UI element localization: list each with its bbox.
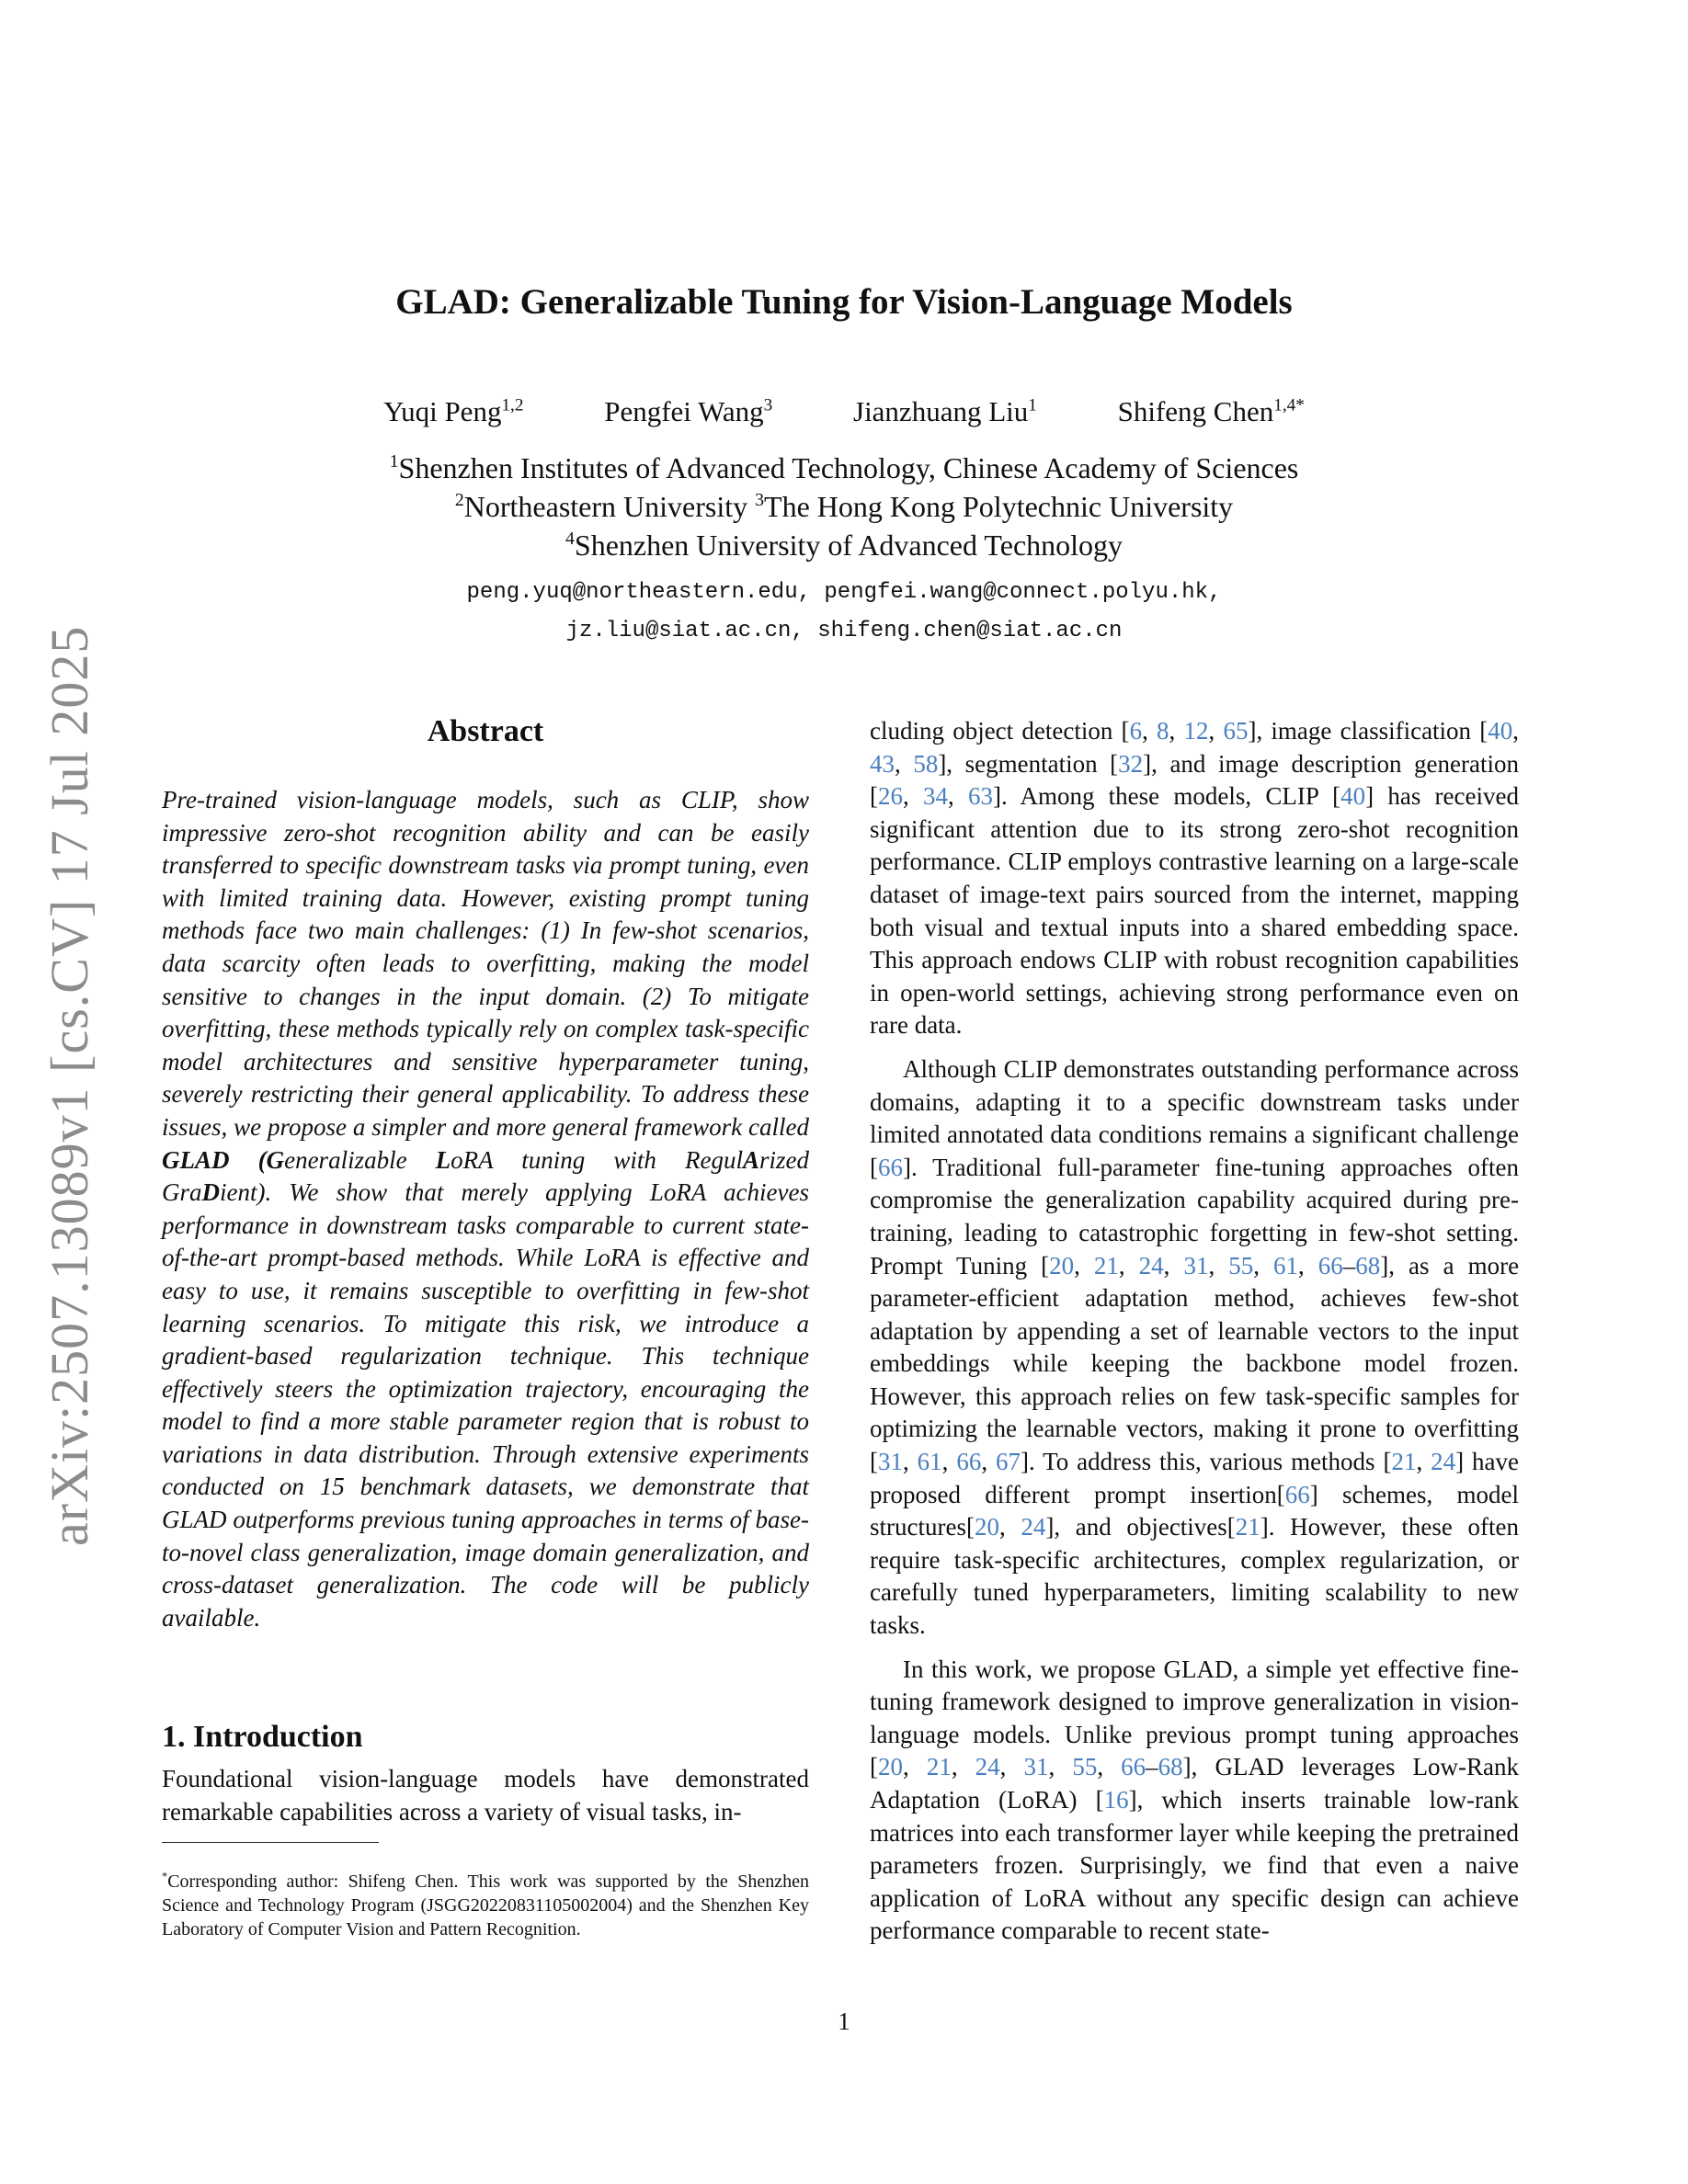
body-paragraph [870, 715, 1519, 1042]
citation-link[interactable]: 61 [917, 1448, 942, 1476]
body-text: ], segmentation [ [938, 749, 1119, 778]
author-name: Yuqi Peng [383, 395, 502, 427]
body-text: , [1512, 717, 1520, 745]
body-text: ], image classification [ [1248, 717, 1488, 745]
abstract-emph: GLAD (G [162, 1145, 285, 1174]
body-text: ]. To address this, various methods [ [1020, 1448, 1392, 1476]
citation-link[interactable]: 63 [967, 782, 993, 811]
body-paragraph [870, 1053, 1519, 1643]
author [853, 393, 1037, 430]
body-text: , [1416, 1448, 1431, 1476]
affiliation: The Hong Kong Polytechnic University [764, 490, 1234, 523]
citation-link[interactable]: 32 [1118, 749, 1144, 778]
body-text: , [903, 1753, 927, 1781]
intro-paragraph: Foundational vision-language models have demonstrated remarkable capabilities across a variety of visual tasks, in- [162, 1765, 809, 1826]
body-text: ], GLAD leverages Low-Rank Adaptation (LoRA) [ [870, 1753, 1520, 1814]
body-text: ], as a more parameter-efficient adaptation method, achieves few-shot adaptation by appending a set of learnable vectors to the input embeddings while keeping the backbone model frozen. However, this approach relies on few task-specific samples for optimizing the learnable vectors, making it prone to overfitting [ [870, 1251, 1520, 1476]
abstract-emph: A [742, 1145, 759, 1174]
body-text: , [1097, 1753, 1122, 1781]
body-text: – [1146, 1753, 1158, 1781]
citation-link[interactable]: 65 [1223, 717, 1249, 745]
body-text: , [1253, 1251, 1274, 1280]
citation-link[interactable]: 31 [1023, 1753, 1049, 1781]
abstract-text: oRA tuning with Regul [451, 1145, 743, 1174]
author-name: Pengfei Wang [604, 395, 764, 427]
citation-link[interactable]: 6 [1129, 717, 1143, 745]
affiliation: Shenzhen Institutes of Advanced Technology, Chinese Academy of Sciences [398, 451, 1299, 484]
body-text: , [903, 782, 923, 811]
body-text: Although CLIP demonstrates outstanding performance across domains, adapting it to a specific downstream tasks under limited annotated data conditions remains a significant challenge [ [870, 1054, 1519, 1181]
affiliation: Northeastern University [463, 490, 756, 523]
citation-link[interactable]: 21 [1235, 1513, 1260, 1541]
affil-mark: 2 [454, 490, 464, 511]
affiliation-line [0, 526, 1688, 564]
citation-link[interactable]: 67 [995, 1448, 1021, 1476]
author-affil-mark: 1,2 [501, 395, 524, 415]
citation-link[interactable]: 24 [975, 1753, 1000, 1781]
abstract-heading: Abstract [427, 714, 544, 748]
body-text: , [947, 782, 968, 811]
body-text: , [1048, 1753, 1073, 1781]
email-line: jz.liu@siat.ac.cn, shifeng.chen@siat.ac.cn [565, 619, 1123, 643]
author [383, 393, 523, 430]
body-text: ], which inserts trainable low-rank matrices into each transformer layer while keeping the pretrained parameters frozen. Surprisingly, we find that even a naive application of LoRA without any specific design can achieve performance comparable to recent state- [870, 1786, 1519, 1945]
citation-link[interactable]: 24 [1138, 1251, 1164, 1280]
citation-link[interactable]: 20 [974, 1513, 999, 1541]
body-text: , [1118, 1251, 1139, 1280]
citation-link[interactable]: 55 [1072, 1753, 1098, 1781]
abstract-body [162, 784, 809, 1634]
body-text: , [903, 1448, 918, 1476]
body-text: , [895, 749, 914, 778]
body-text: , [1169, 717, 1184, 745]
section-heading-introduction: 1. Introduction [162, 1720, 363, 1754]
body-text: , [998, 1513, 1021, 1541]
citation-link[interactable]: 66 [1284, 1480, 1310, 1508]
affiliations [0, 449, 1688, 564]
body-text: , [1163, 1251, 1184, 1280]
author-affil-mark: 1,4* [1273, 395, 1305, 415]
citation-link[interactable]: 8 [1157, 717, 1169, 745]
citation-link[interactable]: 24 [1021, 1513, 1046, 1541]
citation-link[interactable]: 66 [1121, 1753, 1146, 1781]
body-text: ]. Among these models, CLIP [ [992, 782, 1341, 811]
citation-link[interactable]: 66 [956, 1448, 982, 1476]
body-text: ]. However, these often require task-specific architectures, complex regularization, or carefully tuned hyperparameters, limiting scalability to new tasks. [870, 1513, 1519, 1640]
abstract-text: eneralizable [284, 1145, 436, 1174]
author-affil-mark: 1 [1028, 395, 1037, 415]
body-text: cluding object detection [ [870, 717, 1130, 745]
body-text: ], and objectives[ [1045, 1513, 1236, 1541]
citation-link[interactable]: 34 [922, 782, 948, 811]
citation-link[interactable]: 21 [1093, 1251, 1119, 1280]
citation-link[interactable]: 21 [926, 1753, 952, 1781]
citation-link[interactable]: 68 [1355, 1251, 1381, 1280]
author-list [0, 393, 1688, 430]
body-text: , [1074, 1251, 1094, 1280]
abstract-text: rized Gra [162, 1145, 809, 1207]
body-text: In this work, we propose GLAD, a simple yet effective fine-tuning framework designed to improve generalization in vision-language models. Unlike previous prompt tuning approaches [ [870, 1655, 1519, 1781]
body-text: – [1342, 1251, 1356, 1280]
body-text: ] has received significant attention due to its strong zero-shot recognition performance. CLIP employs contrastive learning on a large-scale dataset of image-text pairs sourced from the internet, mapping both visual and textual inputs into a shared embedding space. This approach endows CLIP with robust recognition capabilities in open-world settings, achieving strong performance even on rare data. [870, 782, 1519, 1040]
affil-mark: 3 [755, 490, 765, 511]
email-line: peng.yuq@northeastern.edu, pengfei.wang@connect.polyu.hk, [466, 580, 1222, 605]
body-text: ] schemes, model structures[ [870, 1480, 1519, 1541]
citation-link[interactable]: 40 [1488, 717, 1513, 745]
author-affil-mark: 3 [763, 395, 773, 415]
citation-link[interactable]: 31 [878, 1448, 903, 1476]
right-column [870, 715, 1519, 1959]
body-text: , [1208, 1251, 1229, 1280]
author [1118, 393, 1305, 430]
footnote-text: Corresponding author: Shifeng Chen. This work was supported by the Shenzhen Science and Technology Program (JSGG20220831105002004) and the Shenzhen Key Laboratory of Computer Vision and Pattern Recognition. [162, 1871, 809, 1939]
citation-link[interactable]: 68 [1158, 1753, 1183, 1781]
citation-link[interactable]: 55 [1228, 1251, 1254, 1280]
body-text: ], and image description generation [ [870, 749, 1519, 811]
affiliation-line [0, 487, 1688, 526]
citation-link[interactable]: 61 [1273, 1251, 1299, 1280]
body-text: , [981, 1448, 996, 1476]
affil-mark: 4 [565, 529, 575, 550]
arxiv-stamp: arXiv:2507.13089v1 [cs.CV] 17 Jul 2025 [40, 625, 99, 1546]
affiliation-line [0, 449, 1688, 487]
body-text: , [999, 1753, 1024, 1781]
author-emails [0, 574, 1688, 651]
citation-link[interactable]: 21 [1391, 1448, 1417, 1476]
body-text: , [941, 1448, 957, 1476]
author-name: Shifeng Chen [1117, 395, 1274, 427]
abstract-text: ient). We show that merely applying LoRA achieves performance in downstream tasks comparable to current state-of-the-art prompt-based methods. While LoRA is effective and easy to use, it remains susceptible to overfitting in few-shot learning scenarios. To mitigate this risk, we introduce a gradient-based regularization technique. This technique effectively steers the optimization trajectory, encouraging the model to find a more stable parameter region that is robust to variations in data distribution. Through extensive experiments conducted on 15 benchmark datasets, we demonstrate that GLAD outperforms previous tuning approaches in terms of base-to-novel class generalization, image domain generalization, and cross-dataset generalization. The code will be publicly available. [162, 1178, 809, 1632]
abstract-emph: D [201, 1178, 221, 1207]
footnote-rule [162, 1842, 379, 1843]
citation-link[interactable]: 40 [1340, 782, 1366, 811]
abstract-emph: L [435, 1145, 451, 1174]
body-paragraph [870, 1654, 1519, 1948]
body-text: , [951, 1753, 975, 1781]
citation-link[interactable]: 26 [878, 782, 903, 811]
body-text: , [1208, 717, 1224, 745]
citation-link[interactable]: 12 [1183, 717, 1209, 745]
citation-link[interactable]: 43 [870, 749, 895, 778]
citation-link[interactable]: 66 [1317, 1251, 1343, 1280]
author [604, 393, 772, 430]
citation-link[interactable]: 31 [1183, 1251, 1209, 1280]
citation-link[interactable]: 16 [1103, 1786, 1129, 1814]
body-text: ]. Traditional full-parameter fine-tuning approaches often compromise the generalization capability acquired during pre-training, leading to catastrophic forgetting in few-shot setting. Prompt Tuning [ [870, 1153, 1519, 1280]
citation-link[interactable]: 58 [913, 749, 939, 778]
abstract-text: Pre-trained vision-language models, such as CLIP, show impressive zero-shot recognition ability and can be easily transferred to specific downstream tasks via prompt tuning, even with limited training data. However, existing prompt tuning methods face two main challenges: (1) In few-shot scenarios, data scarcity often leads to overfitting, making the model sensitive to changes in the input domain. (2) To mitigate overfitting, these methods typically rely on complex task-specific model architectures and sensitive hyperparameter tuning, severely restricting their general applicability. To address these issues, we propose a simpler and more general framework called [162, 786, 809, 1141]
footnote-mark: * [162, 1870, 168, 1883]
affil-mark: 1 [389, 451, 399, 472]
body-text: , [1142, 717, 1158, 745]
citation-link[interactable]: 66 [878, 1153, 903, 1181]
body-text: , [1298, 1251, 1318, 1280]
page-number: 1 [838, 2008, 850, 2035]
paper-title: GLAD: Generalizable Tuning for Vision-Language Models [395, 282, 1293, 322]
citation-link[interactable]: 24 [1431, 1448, 1456, 1476]
footnote [162, 1870, 809, 1941]
citation-link[interactable]: 20 [878, 1753, 903, 1781]
author-name: Jianzhuang Liu [853, 395, 1029, 427]
citation-link[interactable]: 20 [1049, 1251, 1075, 1280]
affiliation: Shenzhen University of Advanced Technology [574, 529, 1123, 562]
body-text: ] have proposed different prompt insertion[ [870, 1448, 1519, 1508]
